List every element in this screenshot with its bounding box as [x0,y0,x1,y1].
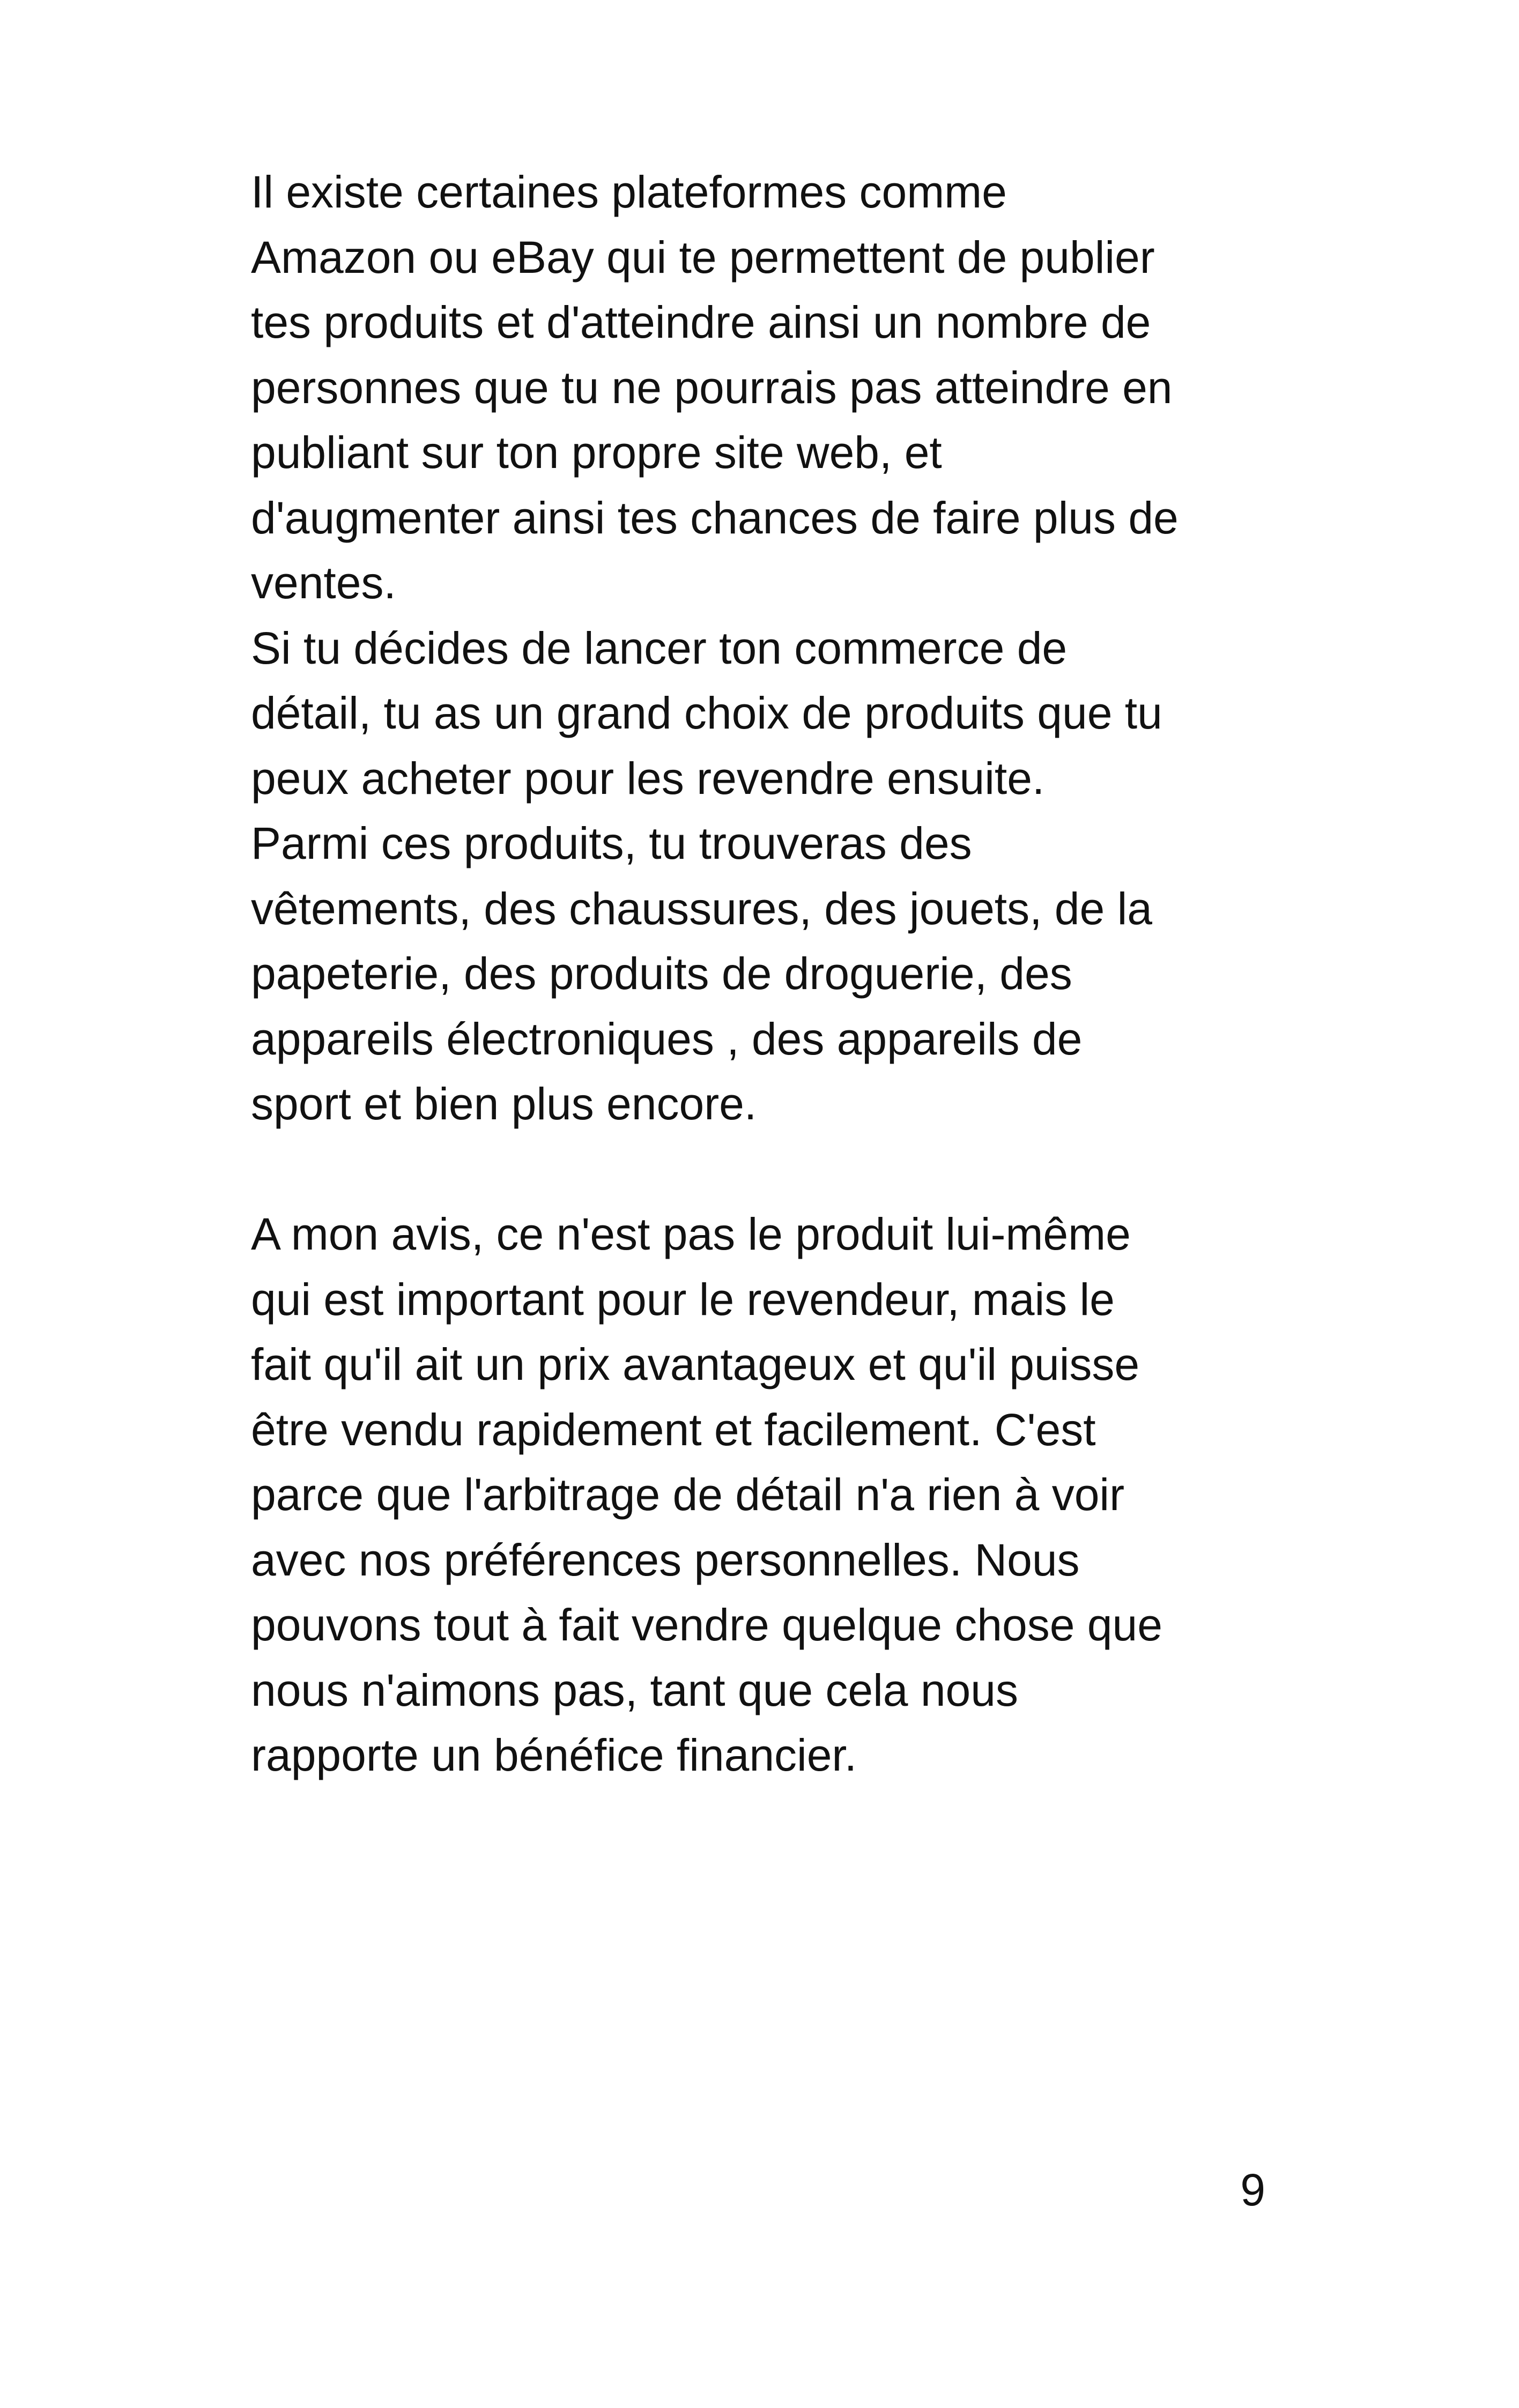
text-line: papeterie, des produits de droguerie, des [251,948,1072,999]
text-line: détail, tu as un grand choix de produits que tu [251,688,1162,738]
paragraph-gap [251,1137,1296,1202]
text-line: tes produits et d'atteindre ainsi un nombre de [251,297,1151,347]
text-line: publiant sur ton propre site web, et [251,427,942,478]
text-line: nous n'aimons pas, tant que cela nous [251,1664,1018,1715]
text-line: vêtements, des chaussures, des jouets, de la [251,883,1152,934]
text-line: peux acheter pour les revendre ensuite. [251,753,1045,804]
body-text [251,160,1296,1788]
text-line: qui est important pour le revendeur, mais le [251,1274,1115,1325]
text-line: A mon avis, ce n'est pas le produit lui-même [251,1209,1131,1259]
text-line: être vendu rapidement et facilement. C'est [251,1404,1096,1455]
text-line: sport et bien plus encore. [251,1079,757,1129]
page-number: 9 [1240,2165,1265,2215]
text-line: Amazon ou eBay qui te permettent de publier [251,232,1155,283]
text-line: ventes. [251,558,396,608]
text-line: rapporte un bénéfice financier. [251,1730,857,1780]
text-line: avec nos préférences personnelles. Nous [251,1534,1080,1585]
text-line: fait qu'il ait un prix avantageux et qu'il puisse [251,1339,1140,1389]
text-line: appareils électroniques , des appareils de [251,1013,1083,1064]
text-line: pouvons tout à fait vendre quelque chose que [251,1600,1162,1650]
text-line: personnes que tu ne pourrais pas atteindre en [251,362,1173,413]
text-line: Parmi ces produits, tu trouveras des [251,818,972,868]
text-line: Si tu décides de lancer ton commerce de [251,622,1068,673]
text-line: parce que l'arbitrage de détail n'a rien à voir [251,1469,1125,1520]
text-line: d'augmenter ainsi tes chances de faire plus de [251,492,1179,543]
text-line: Il existe certaines plateformes comme [251,167,1007,217]
